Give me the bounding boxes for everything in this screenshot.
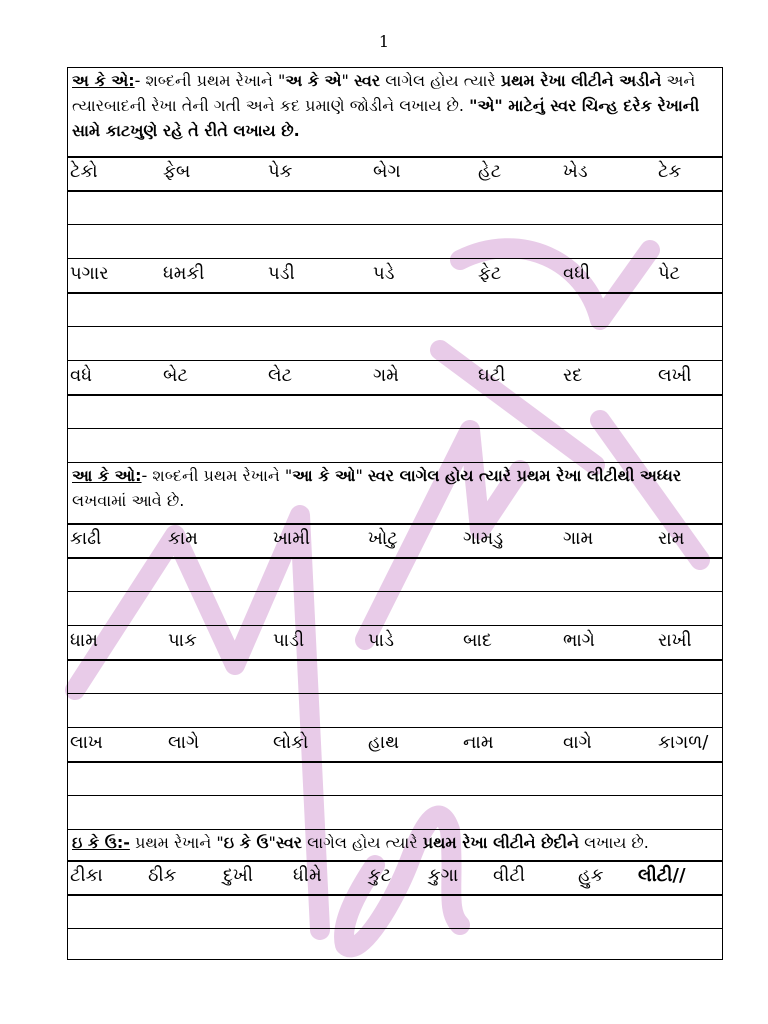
section-intro-a-e [72, 68, 718, 143]
intro-segment: લાગેલ હોય ત્યારે [302, 833, 423, 852]
word-row-underline [68, 761, 722, 763]
practice-word: કુગા [428, 865, 459, 886]
intro-text-a-e [72, 71, 699, 140]
practice-word: ફેટ [478, 263, 502, 284]
practice-word: ગામ [563, 528, 594, 549]
writing-line [68, 258, 722, 259]
intro-segment: - શબ્દની પ્રથમ રેખાને " [141, 466, 293, 485]
word-row-underline [68, 557, 722, 559]
intro-segment: આ કે ઓ [292, 466, 356, 485]
intro-segment: સ્વર [354, 71, 381, 90]
practice-word: કાગળ/ [658, 732, 709, 753]
practice-word: હેટ [478, 161, 502, 182]
practice-word: કુટ [368, 865, 392, 886]
practice-word: રદ [563, 365, 583, 386]
practice-word: વધી [563, 263, 591, 284]
intro-segment: " [355, 466, 368, 485]
practice-word: હુક [578, 865, 604, 886]
practice-word: ધામ [70, 630, 98, 651]
word-row-underline [68, 894, 722, 896]
writing-line [68, 829, 722, 830]
writing-line [68, 625, 722, 626]
writing-line [68, 693, 722, 694]
practice-word: ખોટુ [368, 528, 398, 549]
practice-word: રાખી [658, 630, 692, 651]
practice-word: ખેડ [563, 161, 588, 182]
intro-segment: ઇ કે ઉ [223, 833, 269, 852]
practice-word: પગાર [70, 263, 109, 284]
writing-line [68, 795, 722, 796]
writing-line [68, 428, 722, 429]
intro-segment: સ્વર [275, 833, 303, 852]
writing-line [68, 928, 722, 929]
intro-segment: ઇ કે ઉ:- [72, 833, 130, 852]
practice-word: ફેબ [163, 161, 191, 182]
intro-segment: "એ" માટેનું સ્વર ચિન્હ દરેક રેખાની સામે કાટખુણે રહે તે રીતે લખાય છે. [72, 96, 700, 140]
practice-word: પેક [268, 161, 293, 182]
practice-word: ટીકા [70, 865, 103, 886]
intro-segment: આ કે ઓ: [72, 466, 142, 485]
practice-word: રામ [658, 528, 685, 549]
practice-word: લખી [658, 365, 692, 386]
writing-line [68, 727, 722, 728]
section-divider [68, 860, 722, 862]
intro-segment: લખાય છે. [578, 833, 649, 852]
practice-word: ધીમે [293, 865, 322, 886]
practice-word: ધમકી [163, 263, 205, 284]
intro-segment: સ્વર લાગેલ હોય ત્યારે પ્રથમ રેખા લીટીથી અધ્ધર [367, 466, 682, 485]
practice-word: લાગે [168, 732, 200, 753]
writing-line [68, 360, 722, 361]
practice-word: ખામી [273, 528, 311, 549]
practice-word: કાઢી [70, 528, 102, 549]
practice-word: પાડી [273, 630, 305, 651]
practice-word: વીટી [493, 865, 525, 886]
practice-word: બેટ [163, 365, 188, 386]
practice-word: ભાગે [563, 630, 595, 651]
practice-word: લોકો [273, 732, 309, 753]
intro-segment: અ કે એ [285, 71, 342, 90]
intro-segment: અ કે એ: [72, 71, 135, 90]
practice-word: ગમે [373, 365, 399, 386]
practice-word: પાક [168, 630, 197, 651]
intro-segment: અને ત્યારબાદની રેખા તેની ગતી અને કદ પ્રમાણે જોડીને લખાય છે. [72, 71, 696, 115]
practice-word: ટેક [658, 161, 682, 182]
practice-word: ટેકો [70, 161, 98, 182]
practice-word: ઘટી [478, 365, 506, 386]
intro-segment: " [341, 71, 354, 90]
practice-word: લીટી// [638, 865, 686, 886]
intro-segment: લખવામાં આવે છે. [72, 491, 185, 510]
writing-line [68, 591, 722, 592]
intro-segment: લાગેલ હોય ત્યારે [380, 71, 501, 90]
writing-line [68, 326, 722, 327]
word-row-underline [68, 190, 722, 192]
practice-word: લાખ [70, 732, 103, 753]
practice-word: પડે [373, 263, 395, 284]
word-row-underline [68, 292, 722, 294]
page-number: 1 [378, 32, 390, 51]
intro-segment: પ્રથમ રેખા લીટીને છેદીને [422, 833, 579, 852]
practice-word: વધે [70, 365, 93, 386]
intro-segment: " [268, 833, 276, 852]
practice-word: વાગે [563, 732, 592, 753]
word-row-underline [68, 659, 722, 661]
intro-text-i-u [72, 833, 649, 852]
word-row-underline [68, 394, 722, 396]
writing-line [68, 462, 722, 463]
practice-word: બાદ [463, 630, 492, 651]
section-divider [68, 156, 722, 158]
section-intro-aa-o [72, 463, 718, 513]
practice-word: લેટ [268, 365, 293, 386]
practice-word: નામ [463, 732, 494, 753]
intro-segment: પ્રથમ રેખા લીટીને અડીને [500, 71, 662, 90]
intro-segment: પ્રથમ રેખાને " [129, 833, 224, 852]
intro-segment: - શબ્દની પ્રથમ રેખાને " [134, 71, 286, 90]
practice-word: પડી [268, 263, 295, 284]
practice-word: ગામડુ [463, 528, 504, 549]
practice-word: બેગ [373, 161, 401, 182]
intro-text-aa-o [72, 466, 681, 510]
practice-word: કામ [168, 528, 198, 549]
practice-word: હાથ [368, 732, 400, 753]
section-intro-i-u [72, 830, 718, 855]
practice-word: પેટ [658, 263, 681, 284]
practice-word: દુખી [223, 865, 254, 886]
practice-sheet [67, 67, 723, 960]
practice-word: ઠીક [148, 865, 177, 886]
writing-line [68, 224, 722, 225]
practice-word: પાડે [368, 630, 394, 651]
section-divider [68, 523, 722, 525]
